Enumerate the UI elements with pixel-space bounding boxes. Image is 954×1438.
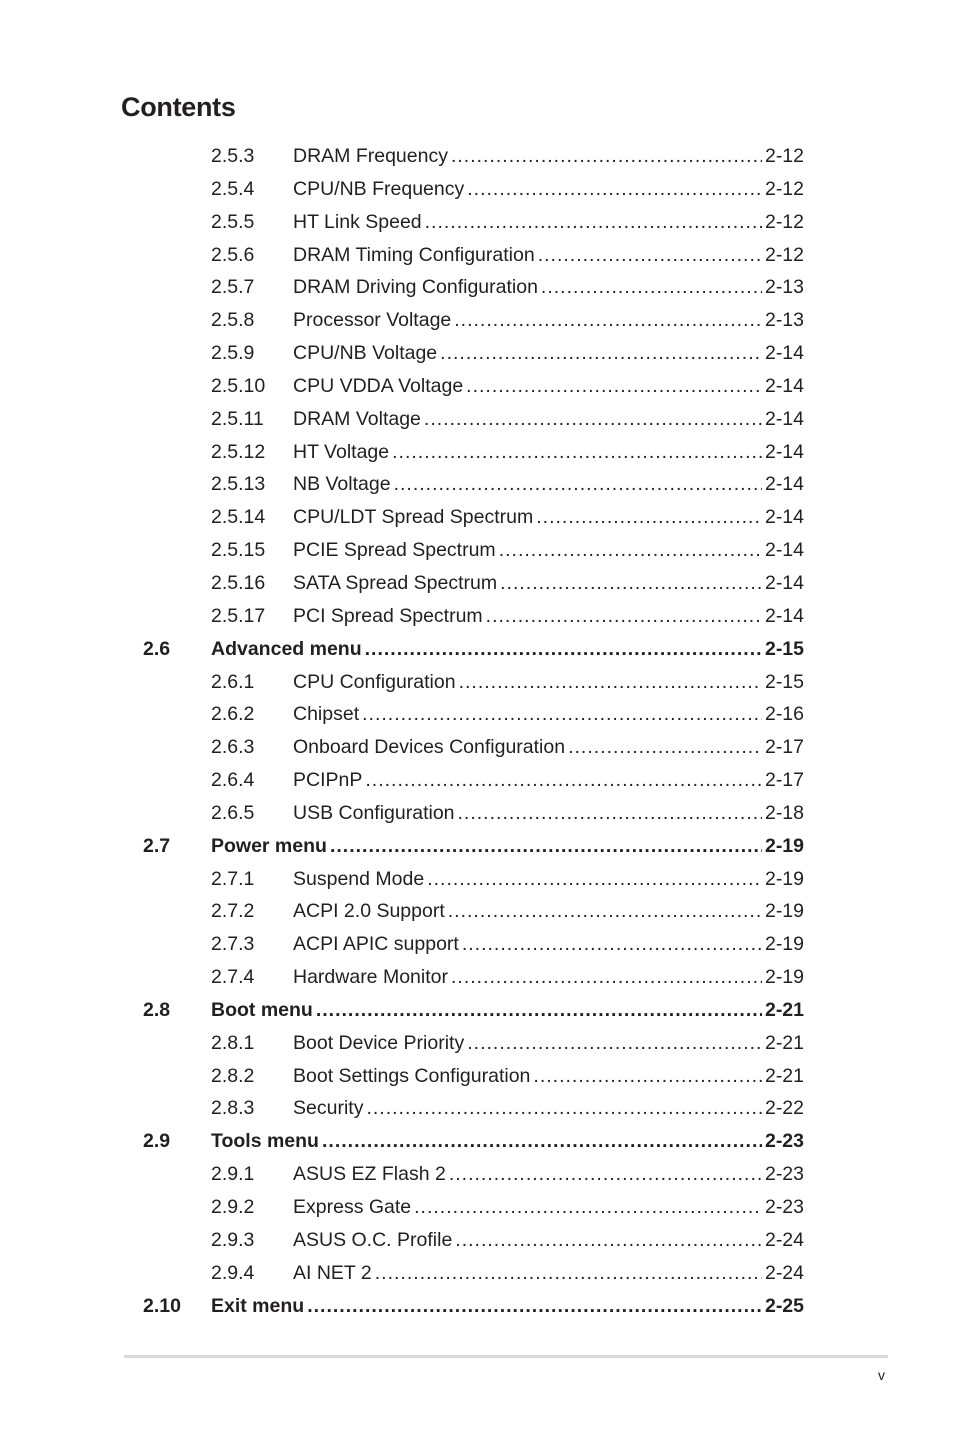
- toc-entry-number: 2.5.15: [211, 539, 266, 562]
- toc-entry-title: Boot menu: [211, 998, 313, 1021]
- toc-subsection-entry[interactable]: [0, 895, 954, 928]
- toc-entry-line: [293, 1092, 804, 1125]
- toc-entry-page: 2-19: [764, 933, 804, 956]
- toc-entry-line: [293, 961, 804, 994]
- toc-entry-title: Express Gate: [293, 1196, 412, 1218]
- toc-entry-page: 2-21: [764, 1064, 804, 1087]
- toc-entry-line: [293, 370, 804, 403]
- toc-section-entry[interactable]: [0, 633, 954, 666]
- toc-entry-page: 2-19: [764, 867, 804, 890]
- toc-entry-title: Boot Device Priority: [293, 1031, 465, 1054]
- toc-entry-page: 2-21: [764, 998, 804, 1021]
- toc-subsection-entry[interactable]: [0, 1158, 954, 1191]
- toc-subsection-entry[interactable]: [0, 534, 954, 567]
- toc-entry-page: 2-14: [764, 342, 804, 365]
- toc-subsection-entry[interactable]: [0, 600, 954, 633]
- toc-entry-title: Exit menu: [211, 1294, 305, 1317]
- toc-entry-number: 2.6.3: [211, 736, 255, 759]
- toc-entry-page: 2-15: [764, 637, 804, 660]
- toc-entry-page: 2-14: [764, 473, 804, 496]
- toc-entry-page: 2-24: [764, 1261, 804, 1284]
- toc-entry-page: 2-13: [764, 276, 804, 299]
- toc-entry-line: [293, 206, 804, 239]
- toc-entry-title: AI NET 2: [293, 1261, 372, 1284]
- toc-entry-number: 2.5.6: [211, 243, 255, 266]
- toc-entry-line: [293, 1027, 804, 1060]
- toc-entry-line: [211, 633, 804, 666]
- toc-entry-number: 2.7.2: [211, 900, 255, 923]
- toc-entry-page: 2-12: [764, 145, 804, 167]
- toc-entry-title: HT Voltage: [293, 440, 390, 463]
- toc-entry-page: 2-19: [764, 834, 804, 857]
- toc-entry-line: [293, 1060, 804, 1093]
- dot-leader: [499, 534, 762, 567]
- toc-entry-line: [293, 666, 804, 699]
- toc-entry-page: 2-12: [764, 210, 804, 233]
- dot-leader: [414, 1191, 762, 1224]
- toc-entry-number: 2.9.2: [211, 1196, 255, 1218]
- toc-entry-number: 2.5.17: [211, 604, 266, 627]
- toc-entry-title: Onboard Devices Configuration: [293, 736, 566, 759]
- toc-entry-page: 2-14: [764, 374, 804, 397]
- dot-leader: [466, 370, 762, 403]
- dot-leader: [330, 830, 762, 863]
- toc-entry-line: [211, 994, 804, 1027]
- dot-leader: [449, 1158, 762, 1191]
- toc-entry-title: HT Link Speed: [293, 210, 422, 233]
- toc-subsection-entry[interactable]: [0, 764, 954, 797]
- toc-subsection-entry[interactable]: [0, 797, 954, 830]
- toc-entry-line: [211, 1125, 804, 1158]
- toc-subsection-entry[interactable]: [0, 1224, 954, 1257]
- toc-entry-number: 2.7: [143, 834, 171, 857]
- toc-entry-line: [293, 567, 804, 600]
- toc-subsection-entry[interactable]: [0, 567, 954, 600]
- dot-leader: [541, 271, 762, 304]
- toc-entry-line: [293, 731, 804, 764]
- toc-subsection-entry[interactable]: [0, 863, 954, 896]
- toc-entry-number: 2.7.3: [211, 933, 255, 956]
- toc-entry-page: 2-16: [764, 703, 804, 726]
- dot-leader: [362, 698, 762, 731]
- toc-entry-number: 2.9.4: [211, 1261, 255, 1284]
- toc-entry-line: [293, 501, 804, 534]
- toc-entry-number: 2.6.5: [211, 801, 255, 824]
- toc-entry-line: [211, 830, 804, 863]
- toc-entry-page: 2-23: [764, 1130, 804, 1153]
- toc-entry-title: ACPI APIC support: [293, 933, 459, 956]
- toc-subsection-entry[interactable]: [0, 304, 954, 337]
- dot-leader: [568, 731, 762, 764]
- dot-leader: [322, 1125, 762, 1158]
- toc-subsection-entry[interactable]: [0, 731, 954, 764]
- toc-entry-number: 2.6.4: [211, 769, 255, 792]
- toc-entry-page: 2-14: [764, 506, 804, 529]
- dot-leader: [425, 206, 762, 239]
- toc-section-entry[interactable]: [0, 1125, 954, 1158]
- dot-leader: [424, 403, 762, 436]
- toc-entry-title: CPU/LDT Spread Spectrum: [293, 506, 534, 529]
- toc-entry-page: 2-17: [764, 769, 804, 792]
- toc-entry-title: Tools menu: [211, 1130, 319, 1153]
- toc-entry-page: 2-24: [764, 1228, 804, 1251]
- toc-entry-line: [293, 468, 804, 501]
- toc-entry-number: 2.6: [143, 637, 171, 660]
- toc-entry-number: 2.5.13: [211, 473, 266, 496]
- dot-leader: [440, 337, 762, 370]
- toc-entry-title: Boot Settings Configuration: [293, 1064, 531, 1087]
- toc-entry-number: 2.5.16: [211, 571, 266, 594]
- dot-leader: [375, 1257, 762, 1290]
- toc-entry-line: [293, 173, 804, 206]
- toc-entry-title: ASUS O.C. Profile: [293, 1228, 453, 1251]
- toc-entry-line: [293, 304, 804, 337]
- toc-entry-line: [293, 895, 804, 928]
- toc-entry-line: [293, 600, 804, 633]
- toc-entry-page: 2-17: [764, 736, 804, 759]
- toc-entry-page: 2-25: [764, 1294, 804, 1317]
- toc-entry-page: 2-13: [764, 309, 804, 332]
- toc-entry-line: [293, 534, 804, 567]
- dot-leader: [486, 600, 762, 633]
- toc-subsection-entry[interactable]: [0, 928, 954, 961]
- toc-entry-line: [293, 1257, 804, 1290]
- toc-subsection-entry[interactable]: [0, 468, 954, 501]
- toc-subsection-entry[interactable]: [0, 1191, 954, 1224]
- toc-entry-title: Advanced menu: [211, 637, 362, 660]
- dot-leader: [538, 239, 762, 272]
- toc-subsection-entry[interactable]: [0, 370, 954, 403]
- toc-subsection-entry[interactable]: [0, 501, 954, 534]
- dot-leader: [462, 928, 762, 961]
- toc-entry-number: 2.5.11: [211, 407, 264, 430]
- toc-subsection-entry[interactable]: [0, 403, 954, 436]
- toc-entry-number: 2.5.4: [211, 177, 255, 200]
- dot-leader: [459, 666, 762, 699]
- toc-entry-line: [293, 1158, 804, 1191]
- toc-entry-page: 2-18: [764, 801, 804, 824]
- toc-entry-page: 2-23: [764, 1163, 804, 1186]
- toc-entry-number: 2.8.2: [211, 1064, 255, 1087]
- toc-entry-page: 2-19: [764, 966, 804, 989]
- dot-leader: [467, 173, 762, 206]
- toc-entry-number: 2.5.12: [211, 440, 266, 463]
- toc-entry-line: [293, 698, 804, 731]
- toc-entry-number: 2.5.8: [211, 309, 255, 332]
- toc-entry-page: 2-12: [764, 177, 804, 200]
- toc-subsection-entry[interactable]: [0, 1257, 954, 1290]
- toc-subsection-entry[interactable]: [0, 271, 954, 304]
- toc-entry-line: [293, 1224, 804, 1257]
- dot-leader: [451, 140, 762, 173]
- toc-entry-line: [293, 863, 804, 896]
- toc-entry-title: PCI Spread Spectrum: [293, 604, 483, 627]
- toc-entry-page: 2-14: [764, 440, 804, 463]
- toc-section-entry[interactable]: [0, 1290, 954, 1323]
- toc-subsection-entry[interactable]: [0, 239, 954, 272]
- toc-entry-number: 2.10: [143, 1294, 181, 1317]
- toc-entry-number: 2.8: [143, 998, 171, 1021]
- toc-subsection-entry[interactable]: [0, 337, 954, 370]
- toc-entry-page: 2-14: [764, 571, 804, 594]
- toc-entry-line: [293, 797, 804, 830]
- toc-entry-number: 2.5.9: [211, 342, 255, 365]
- toc-entry-number: 2.6.2: [211, 703, 255, 726]
- toc-entry-number: 2.5.14: [211, 506, 266, 529]
- dot-leader: [366, 1092, 762, 1125]
- toc-entry-number: 2.9.3: [211, 1228, 255, 1251]
- toc-subsection-entry[interactable]: [0, 1092, 954, 1125]
- toc-subsection-entry[interactable]: [0, 1027, 954, 1060]
- toc-entry-line: [293, 271, 804, 304]
- toc-subsection-entry[interactable]: [0, 140, 954, 173]
- toc-entry-page: 2-14: [764, 539, 804, 562]
- toc-entry-page: 2-14: [764, 604, 804, 627]
- footer-divider: [124, 1355, 888, 1358]
- toc-entry-page: 2-15: [764, 670, 804, 693]
- toc-entry-line: [293, 764, 804, 797]
- toc-entry-title: CPU/NB Voltage: [293, 342, 438, 365]
- toc-entry-number: 2.8.1: [211, 1031, 255, 1054]
- toc-subsection-entry[interactable]: [0, 666, 954, 699]
- dot-leader: [307, 1290, 762, 1323]
- dot-leader: [394, 468, 762, 501]
- toc-entry-title: Suspend Mode: [293, 867, 425, 890]
- dot-leader: [451, 961, 762, 994]
- toc-entry-line: [293, 403, 804, 436]
- toc-entry-title: ASUS EZ Flash 2: [293, 1163, 446, 1186]
- toc-entry-title: Hardware Monitor: [293, 966, 448, 989]
- toc-entry-page: 2-14: [764, 407, 804, 430]
- toc-entry-line: [293, 928, 804, 961]
- toc-section-entry[interactable]: [0, 830, 954, 863]
- toc-subsection-entry[interactable]: [0, 206, 954, 239]
- toc-entry-title: CPU Configuration: [293, 670, 456, 693]
- toc-section-entry[interactable]: [0, 994, 954, 1027]
- dot-leader: [365, 633, 762, 666]
- dot-leader: [467, 1027, 762, 1060]
- toc-entry-number: 2.9: [143, 1130, 171, 1153]
- toc-entry-number: 2.8.3: [211, 1097, 255, 1120]
- dot-leader: [448, 895, 762, 928]
- dot-leader: [458, 797, 762, 830]
- toc-entry-title: Power menu: [211, 834, 327, 857]
- toc-entry-title: CPU VDDA Voltage: [293, 374, 464, 397]
- toc-entry-number: 2.7.1: [211, 867, 255, 890]
- toc-entry-number: 2.5.3: [211, 145, 255, 167]
- toc-entry-page: 2-19: [764, 900, 804, 923]
- toc-entry-title: PCIE Spread Spectrum: [293, 539, 496, 562]
- toc-entry-number: 2.6.1: [211, 670, 255, 693]
- toc-entry-line: [293, 140, 804, 173]
- dot-leader: [427, 863, 762, 896]
- toc-entry-title: DRAM Timing Configuration: [293, 243, 535, 266]
- toc-entry-title: ACPI 2.0 Support: [293, 900, 445, 923]
- toc-entry-line: [293, 436, 804, 469]
- toc-entry-title: DRAM Voltage: [293, 407, 421, 430]
- toc-entry-title: Processor Voltage: [293, 309, 452, 332]
- toc-entry-page: 2-23: [764, 1196, 804, 1218]
- toc-entry-page: 2-22: [764, 1097, 804, 1120]
- toc-entry-title: USB Configuration: [293, 801, 455, 824]
- toc-entry-number: 2.7.4: [211, 966, 255, 989]
- toc-subsection-entry[interactable]: [0, 698, 954, 731]
- toc-entry-line: [211, 1290, 804, 1323]
- table-of-contents: [0, 140, 954, 1322]
- toc-entry-title: Chipset: [293, 703, 360, 726]
- dot-leader: [533, 1060, 762, 1093]
- dot-leader: [316, 994, 762, 1027]
- toc-entry-line: [293, 1191, 804, 1224]
- dot-leader: [365, 764, 762, 797]
- dot-leader: [500, 567, 762, 600]
- toc-entry-page: 2-21: [764, 1031, 804, 1054]
- page-title: Contents: [121, 92, 236, 122]
- toc-subsection-entry[interactable]: [0, 436, 954, 469]
- dot-leader: [536, 501, 762, 534]
- toc-subsection-entry[interactable]: [0, 173, 954, 206]
- toc-entry-number: 2.5.10: [211, 374, 266, 397]
- toc-entry-title: PCIPnP: [293, 769, 363, 792]
- toc-entry-line: [293, 337, 804, 370]
- toc-entry-title: DRAM Frequency: [293, 145, 448, 167]
- toc-subsection-entry[interactable]: [0, 961, 954, 994]
- dot-leader: [392, 436, 762, 469]
- toc-entry-title: CPU/NB Frequency: [293, 177, 465, 200]
- page-number: v: [878, 1367, 885, 1383]
- toc-entry-title: DRAM Driving Configuration: [293, 276, 538, 299]
- dot-leader: [454, 304, 762, 337]
- toc-entry-number: 2.5.7: [211, 276, 255, 299]
- toc-entry-number: 2.9.1: [211, 1163, 255, 1186]
- toc-entry-title: Security: [293, 1097, 364, 1120]
- toc-subsection-entry[interactable]: [0, 1060, 954, 1093]
- toc-entry-page: 2-12: [764, 243, 804, 266]
- toc-entry-number: 2.5.5: [211, 210, 255, 233]
- toc-entry-title: SATA Spread Spectrum: [293, 571, 498, 594]
- toc-entry-title: NB Voltage: [293, 473, 391, 496]
- dot-leader: [455, 1224, 762, 1257]
- toc-entry-line: [293, 239, 804, 272]
